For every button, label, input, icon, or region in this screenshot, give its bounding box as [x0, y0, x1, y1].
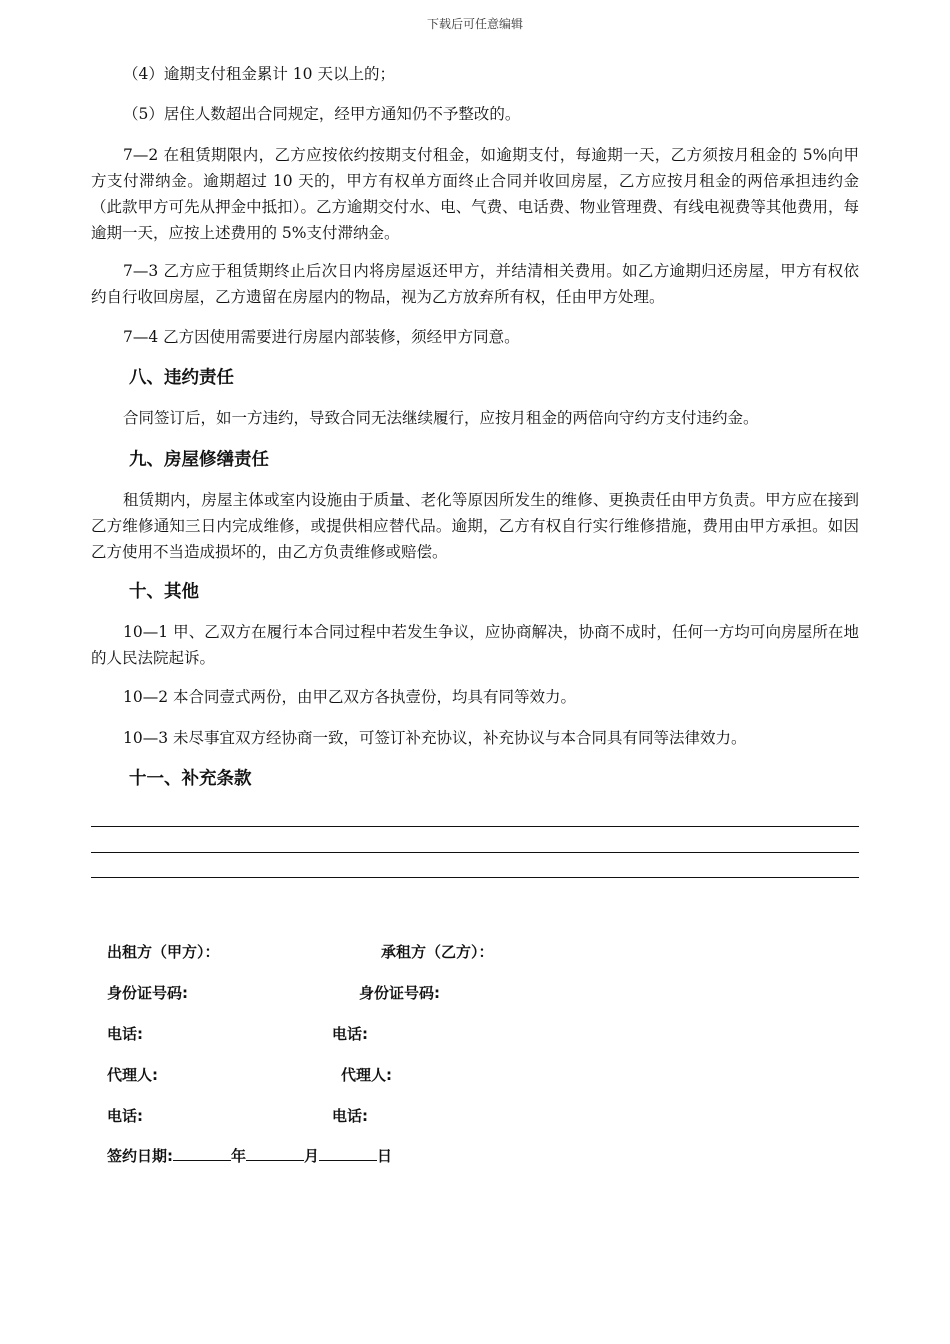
section-10-clause-1: 10—1 甲、乙双方在履行本合同过程中若发生争议，应协商解决，协商不成时，任何一方均可向房屋所在地的人民法院起诉。 [91, 623, 859, 667]
year-blank[interactable] [173, 1146, 231, 1161]
day-blank[interactable] [319, 1146, 377, 1161]
lessor-agent-phone-label: 电话: [107, 1107, 143, 1125]
clause-7-1-4: （4）逾期支付租金累计 10 天以上的； [123, 65, 395, 83]
clause-7-1-5: （5）居住人数超出合同规定，经甲方通知仍不予整改的。 [123, 105, 521, 123]
month-blank[interactable] [246, 1146, 304, 1161]
lessor-label: 出租方（甲方）： [107, 943, 220, 961]
section-9-title: 九、房屋修缮责任 [129, 450, 269, 470]
section-10-clause-3: 10—3 未尽事宜双方经协商一致，可签订补充协议，补充协议与本合同具有同等法律效力。 [123, 729, 747, 747]
signing-date [107, 1145, 392, 1167]
lessee-label: 承租方（乙方）： [381, 943, 494, 961]
lessor-id-label: 身份证号码: [107, 984, 188, 1002]
lessee-id-label: 身份证号码: [359, 984, 440, 1002]
section-10-title: 十、其他 [129, 582, 199, 602]
lessee-agent-phone-label: 电话: [332, 1107, 368, 1125]
lessee-agent-label: 代理人: [341, 1066, 392, 1084]
month-label: 月 [304, 1147, 320, 1165]
lessor-agent-label: 代理人: [107, 1066, 158, 1084]
blank-line[interactable] [91, 826, 859, 827]
lessee-phone-label: 电话: [332, 1025, 368, 1043]
page-header: 下载后可任意编辑 [426, 17, 523, 31]
day-label: 日 [377, 1147, 393, 1165]
year-label: 年 [231, 1147, 247, 1165]
section-11-title: 十一、补充条款 [129, 769, 252, 789]
section-10-clause-2: 10—2 本合同壹式两份，由甲乙双方各执壹份，均具有同等效力。 [123, 688, 577, 706]
section-8-title: 八、违约责任 [129, 368, 234, 388]
section-9-body: 租赁期内，房屋主体或室内设施由于质量、老化等原因所发生的维修、更换责任由甲方负责。甲方应在接到乙方维修通知三日内完成维修，或提供相应替代品。逾期，乙方有权自行实行维修措施，费用由甲方承担。如因乙方使用不当造成损坏的，由乙方负责维修或赔偿。 [91, 491, 859, 561]
blank-line[interactable] [91, 852, 859, 853]
blank-line[interactable] [91, 877, 859, 878]
section-8-body: 合同签订后，如一方违约，导致合同无法继续履行，应按月租金的两倍向守约方支付违约金。 [123, 409, 759, 427]
clause-7-3: 7—3 乙方应于租赁期终止后次日内将房屋返还甲方，并结清相关费用。如乙方逾期归还房屋，甲方有权依约自行收回房屋，乙方遗留在房屋内的物品，视为乙方放弃所有权，任由甲方处理。 [91, 262, 859, 306]
signing-date-label: 签约日期: [107, 1147, 173, 1165]
lessor-phone-label: 电话: [107, 1025, 143, 1043]
clause-7-4: 7—4 乙方因使用需要进行房屋内部装修，须经甲方同意。 [123, 328, 520, 346]
clause-7-2: 7—2 在租赁期限内，乙方应按依约按期支付租金，如逾期支付，每逾期一天，乙方须按月租金的 5%向甲方支付滞纳金。逾期超过 10 天的，甲方有权单方面终止合同并收回房屋，乙方应按月租金的两倍承担违约金（此款甲方可先从押金中抵扣）。乙方逾期交付水、电、气费、电话费、物业管理费、有线电视费等其他费用，每逾期一天，应按上述费用的 5%支付滞纳金。 [91, 146, 859, 242]
